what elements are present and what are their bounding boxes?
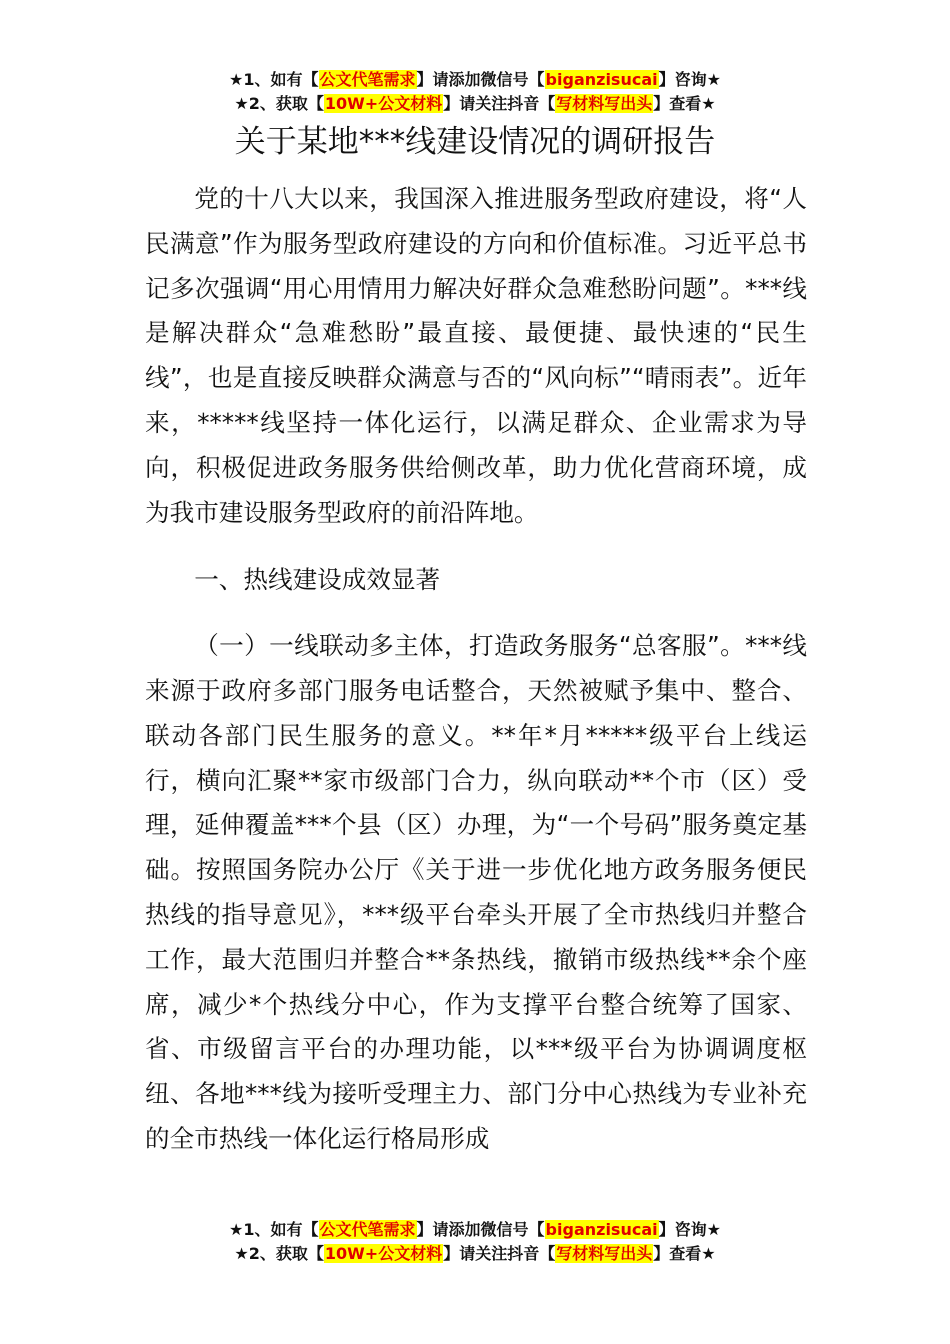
promo-text: 】请添加微信号【: [416, 70, 545, 89]
promo-banner-bottom: [0, 1218, 950, 1266]
promo-text: ★1、如有【: [229, 1220, 319, 1239]
promo-highlight: 公文代笔需求: [319, 1220, 416, 1239]
promo-highlight: 公文代笔需求: [319, 70, 416, 89]
section-heading-1: 一、热线建设成效显著: [194, 565, 441, 595]
promo-banner-top: [0, 68, 950, 116]
promo-line-2: [0, 1242, 950, 1266]
promo-line-1: [0, 68, 950, 92]
paragraph-section-1-1: （一）一线联动多主体，打造政务服务“总客服”。***线来源于政府多部门服务电话整合，天然被赋予集中、整合、联动各部门民生服务的意义。**年*月*****级平台上线运行，横向汇聚**家市级部门合力，纵向联动**个市（区）受理，延伸覆盖***个县（区）办理，为“一个号码”服务奠定基础。按照国务院办公厅《关于进一步优化地方政务服务便民热线的指导意见》，***级平台牵头开展了全市热线归并整合工作，最大范围归并整合**条热线，撤销市级热线**余个座席，减少*个热线分中心，作为支撑平台整合统筹了国家、省、市级留言平台的办理功能，以***级平台为协调调度枢纽、各地***线为接听受理主力、部门分中心热线为专业补充的全市热线一体化运行格局形成: [145, 631, 807, 1153]
paragraph-intro: 党的十八大以来，我国深入推进服务型政府建设，将“人民满意”作为服务型政府建设的方向和价值标准。习近平总书记多次强调“用心用情用力解决好群众急难愁盼问题”。***线是解决群众“急难愁盼”最直接、最便捷、最快速的“民生线”，也是直接反映群众满意与否的“风向标”“晴雨表”。近年来，*****线坚持一体化运行，以满足群众、企业需求为导向，积极促进政务服务供给侧改革，助力优化营商环境，成为我市建设服务型政府的前沿阵地。: [145, 184, 807, 527]
promo-text: 】咨询★: [658, 1220, 721, 1239]
promo-highlight: 写材料写出头: [556, 94, 653, 113]
promo-highlight: 10W+公文材料: [324, 1244, 443, 1263]
promo-text: 】请关注抖音【: [443, 1244, 556, 1263]
promo-line-2: [0, 92, 950, 116]
promo-text: 】查看★: [653, 1244, 716, 1263]
promo-text: 】请关注抖音【: [443, 94, 556, 113]
promo-highlight: biganzisucai: [545, 1220, 658, 1239]
promo-text: ★2、获取【: [234, 94, 324, 113]
promo-text: 】请添加微信号【: [416, 1220, 545, 1239]
promo-text: ★1、如有【: [229, 70, 319, 89]
promo-text: 】查看★: [653, 94, 716, 113]
promo-text: 】咨询★: [658, 70, 721, 89]
promo-highlight: biganzisucai: [545, 70, 658, 89]
document-title: 关于某地***线建设情况的调研报告: [234, 124, 716, 160]
promo-text: ★2、获取【: [234, 1244, 324, 1263]
promo-line-1: [0, 1218, 950, 1242]
promo-highlight: 写材料写出头: [556, 1244, 653, 1263]
promo-highlight: 10W+公文材料: [324, 94, 443, 113]
document-body: [145, 177, 807, 1162]
